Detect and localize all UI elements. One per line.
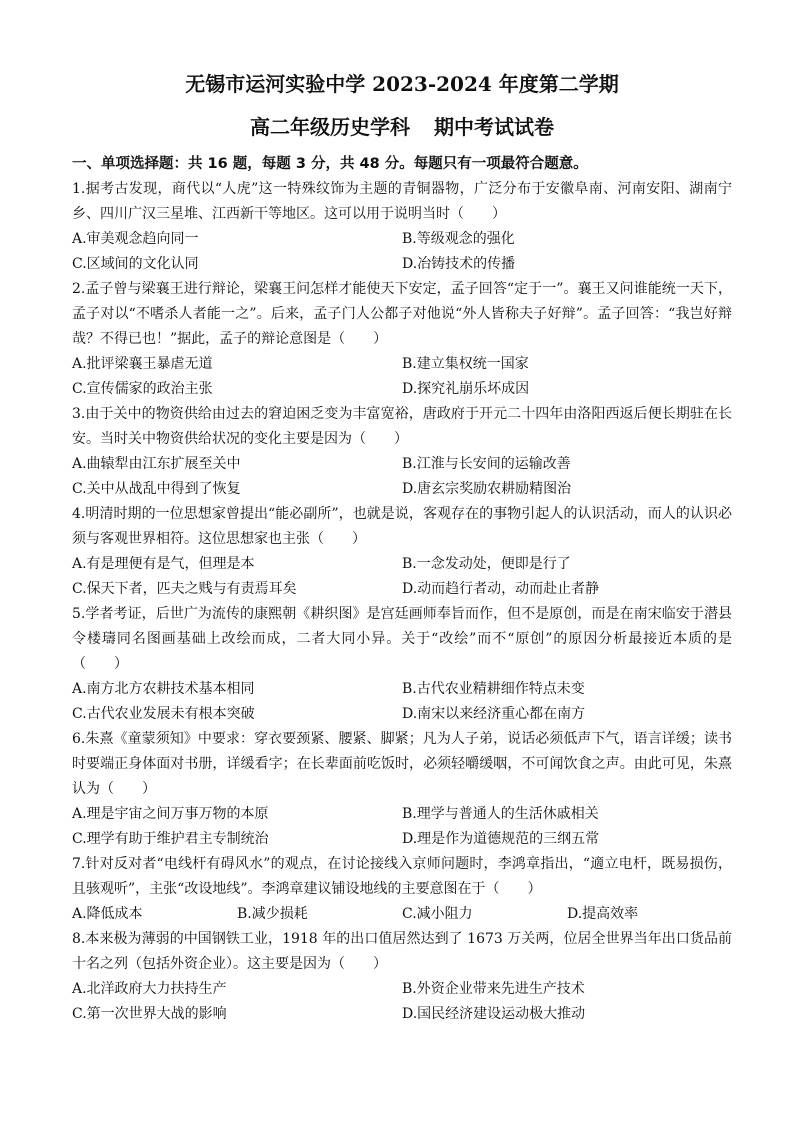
option-d[interactable]: D.唐玄宗奖励农耕励精图治: [402, 481, 572, 497]
question-5: [72, 602, 732, 727]
option-list: [72, 552, 732, 602]
question-stem: 8.本来极为薄弱的中国钢铁工业，1918 年的出口值居然达到了 1673 万关两，位居全世界当年出口货品前十名之列（包括外资企业）。这主要是因为（ ）: [72, 931, 732, 972]
option-c[interactable]: C.减小阻力: [402, 906, 473, 922]
exam-title: 无锡市运河实验中学 2023-2024 年度第二学期: [185, 72, 619, 96]
question-stem: 6.朱熹《童蒙须知》中要求：穿衣要颈紧、腰紧、脚紧；凡为人子弟，说话必须低声下气，语言详缓；读书时要端正身体面对书册，详缓看字；在长辈面前吃饭时，必须轻嚼缓咽，不可闻饮食之声。由此可见，朱熹认为（ ）: [72, 731, 732, 797]
exam-type-label: 期中考试试卷: [434, 115, 554, 139]
option-b[interactable]: B.等级观念的强化: [402, 231, 515, 247]
option-d[interactable]: D.理是作为道德规范的三纲五常: [402, 831, 600, 847]
option-a[interactable]: A.降低成本: [72, 906, 143, 922]
question-4: [72, 502, 732, 602]
option-d[interactable]: D.南宋以来经济重心都在南方: [402, 706, 586, 722]
exam-subtitle: [72, 111, 732, 140]
option-list: [72, 452, 732, 502]
option-c[interactable]: C.第一次世界大战的影响: [72, 1006, 227, 1022]
option-a[interactable]: A.南方北方农耕技术基本相同: [72, 681, 255, 697]
option-c[interactable]: C.关中从战乱中得到了恢复: [72, 481, 241, 497]
option-a[interactable]: A.批评梁襄王暴虐无道: [72, 356, 213, 372]
option-b[interactable]: B.建立集权统一国家: [402, 356, 529, 372]
subject-label: 高二年级历史学科: [250, 115, 410, 139]
option-a[interactable]: A.审美观念趋向同一: [72, 231, 199, 247]
option-b[interactable]: B.古代农业精耕细作特点未变: [402, 681, 585, 697]
option-list: [72, 352, 732, 402]
question-stem: 3.由于关中的物资供给由过去的窘迫困乏变为丰富宽裕，唐政府于开元二十四年由洛阳西返后便长期驻在长安。当时关中物资供给状况的变化主要是因为（ ）: [72, 406, 732, 447]
question-stem: 5.学者考证，后世广为流传的康熙朝《耕织图》是宫廷画师奉旨而作，但不是原创，而是在南宋临安于潜县令楼璹同名图画基础上改绘而成，二者大同小异。关于“改绘”而不“原创”的原因分析最接近本质的是（ ）: [72, 606, 732, 672]
option-c[interactable]: C.古代农业发展未有根本突破: [72, 706, 255, 722]
option-a[interactable]: A.曲辕犁由江东扩展至关中: [72, 456, 241, 472]
option-c[interactable]: C.区域间的文化认同: [72, 256, 199, 272]
option-a[interactable]: A.理是宇宙之间万事万物的本原: [72, 806, 269, 822]
option-b[interactable]: B.减少损耗: [237, 906, 308, 922]
section-heading: 一、单项选择题：共 16 题，每题 3 分，共 48 分。每题只有一项最符合题意。: [72, 156, 588, 172]
question-7: [72, 852, 732, 927]
question-stem: 4.明清时期的一位思想家曾提出“能必副所”，也就是说，客观存在的事物引起人的认识活动，而人的认识必须与客观世界相符。这位思想家也主张（ ）: [72, 506, 732, 547]
question-list: [72, 177, 732, 1027]
option-list: [72, 977, 732, 1027]
option-list: [72, 677, 732, 727]
question-6: [72, 727, 732, 852]
option-b[interactable]: B.外资企业带来先进生产技术: [402, 981, 585, 997]
option-b[interactable]: B.一念发动处，便即是行了: [402, 556, 571, 572]
question-stem: 7.针对反对者“电线杆有碍风水”的观点，在讨论接线入京师问题时，李鸿章指出，“適立电杆，既易损伤，且骇观听”，主张“改设地线”。李鸿章建议铺设地线的主要意图在于（ ）: [72, 856, 732, 897]
question-1: [72, 177, 732, 277]
option-d[interactable]: D.探究礼崩乐坏成因: [402, 381, 530, 397]
option-d[interactable]: D.动而趋行者动，动而赴止者静: [402, 581, 600, 597]
question-3: [72, 402, 732, 502]
option-b[interactable]: B.理学与普通人的生活休戚相关: [402, 806, 599, 822]
option-b[interactable]: B.江淮与长安间的运输改善: [402, 456, 571, 472]
option-c[interactable]: C.宣传儒家的政治主张: [72, 381, 213, 397]
question-stem: 1.据考古发现，商代以“人虎”这一特殊纹饰为主题的青铜器物，广泛分布于安徽阜南、河南安阳、湖南宁乡、四川广汉三星堆、江西新干等地区。这可以用于说明当时（ ）: [72, 181, 732, 222]
option-a[interactable]: A.有是理便有是气，但理是本: [72, 556, 255, 572]
option-list: [72, 227, 732, 277]
option-a[interactable]: A.北洋政府大力扶持生产: [72, 981, 227, 997]
option-list: [72, 802, 732, 852]
option-d[interactable]: D.国民经济建设运动极大推动: [402, 1006, 586, 1022]
question-8: [72, 927, 732, 1027]
option-d[interactable]: D.提高效率: [567, 906, 639, 922]
question-stem: 2.孟子曾与梁襄王进行辩论，梁襄王问怎样才能使天下安定，孟子回答“定于一”。襄王又问谁能统一天下，孟子对以“不嗜杀人者能一之”。后来，孟子门人公都子对他说“外人皆称夫子好辩”。孟子回答：“我岂好辩哉？不得已也！”据此，孟子的辩论意图是（ ）: [72, 281, 732, 347]
option-c[interactable]: C.保天下者，匹夫之贱与有责焉耳矣: [72, 581, 297, 597]
question-2: [72, 277, 732, 402]
option-c[interactable]: C.理学有助于维护君主专制统治: [72, 831, 269, 847]
option-list: [72, 902, 732, 927]
option-d[interactable]: D.冶铸技术的传播: [402, 256, 516, 272]
